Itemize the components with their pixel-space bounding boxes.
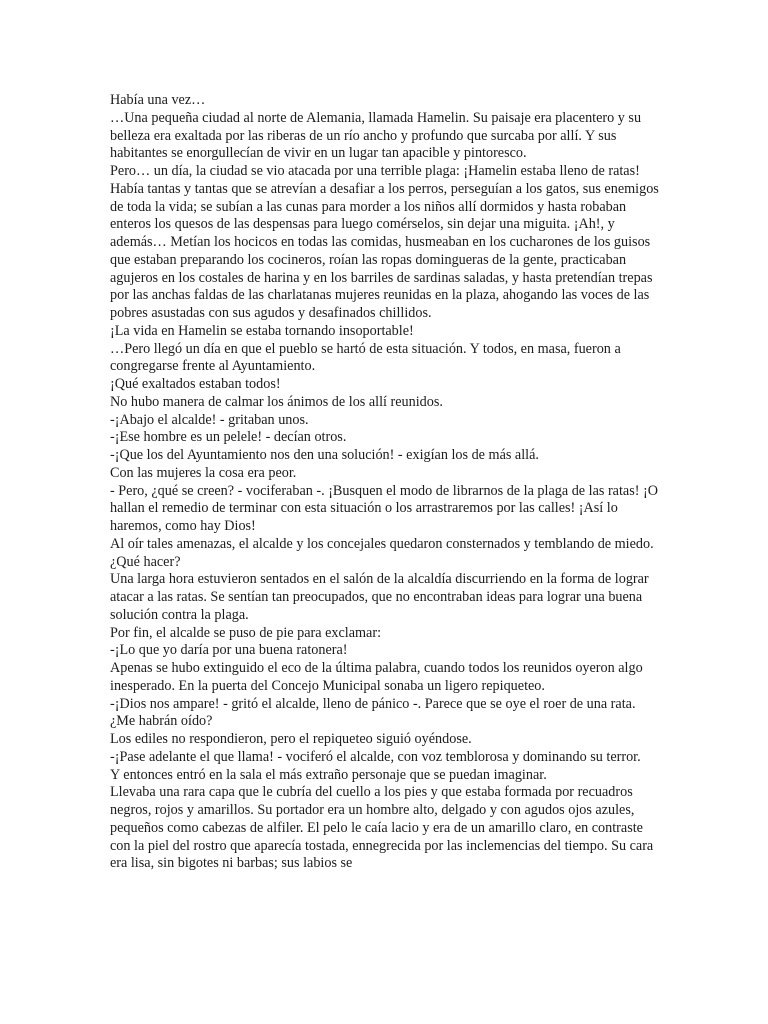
paragraph: …Pero llegó un día en que el pueblo se hartó de esta situación. Y todos, en masa, fueron a congregarse frente al Ayuntamiento. (110, 340, 621, 375)
paragraph: Por fin, el alcalde se puso de pie para exclamar: (110, 624, 382, 641)
paragraph: …Una pequeña ciudad al norte de Alemania, llamada Hamelin. Su paisaje era placentero y su belleza era exaltada por las riberas de un río ancho y profundo que surcaba por allí. Y sus habitantes se enorgullecían de vivir en un lugar tan apacible y pintoresco. (110, 109, 642, 162)
paragraph: -¡Ese hombre es un pelele! - decían otros. (110, 429, 347, 446)
paragraph: - Pero, ¿qué se creen? - vociferaban -. ¡Busquen el modo de librarnos de la plaga de las ratas! ¡O hallan el remedio de terminar con esta situación o los arrastraremos por las calles! ¡Así lo haremos, como hay Dios! (110, 482, 658, 534)
paragraph: -¡Abajo el alcalde! - gritaban unos. (110, 411, 309, 428)
paragraph: -¡Que los del Ayuntamiento nos den una solución! - exigían los de más allá. (110, 447, 539, 463)
paragraph: Con las mujeres la cosa era peor. (110, 464, 297, 481)
paragraph: -¡Dios nos ampare! - gritó el alcalde, lleno de pánico -. Parece que se oye el roer de una rata. ¿Me habrán oído? (110, 695, 636, 730)
paragraph: No hubo manera de calmar los ánimos de los allí reunidos. (110, 393, 443, 410)
paragraph: Una larga hora estuvieron sentados en el salón de la alcaldía discurriendo en la forma de lograr atacar a las ratas. Se sentían tan preocupados, que no encontraban ideas para lograr una buena solución contra la plaga. (110, 571, 649, 623)
paragraph: Llevaba una rara capa que le cubría del cuello a los pies y que estaba formada por recuadros negros, rojos y amarillos. Su portador era un hombre alto, delgado y con agudos ojos azules, pequeños como cabezas de alfiler. El pelo le caía lacio y era de un amarillo claro, en contraste con la piel del rostro que aparecía tostada, ennegrecida por las inclemencias del tiempo. Su cara era lisa, sin bigotes ni barbas; sus labios se (110, 784, 654, 872)
document-page (110, 92, 662, 873)
paragraph: Los ediles no respondieron, pero el repiqueteo siguió oyéndose. (110, 731, 472, 747)
paragraph: Al oír tales amenazas, el alcalde y los concejales quedaron consternados y temblando de miedo. (110, 535, 654, 552)
paragraph: -¡Pase adelante el que llama! - vociferó el alcalde, con voz temblorosa y dominando su terror. (110, 748, 641, 765)
paragraph: Pero… un día, la ciudad se vio atacada por una terrible plaga: ¡Hamelin estaba lleno de ratas! (110, 163, 640, 179)
paragraph: ¡La vida en Hamelin se estaba tornando insoportable! (110, 322, 414, 339)
paragraph: -¡Lo que yo daría por una buena ratonera! (110, 642, 348, 659)
paragraph: Y entonces entró en la sala el más extraño personaje que se puedan imaginar. (110, 766, 547, 783)
paragraph: Apenas se hubo extinguido el eco de la última palabra, cuando todos los reunidos oyeron algo inesperado. En la puerta del Concejo Municipal sonaba un ligero repiqueteo. (110, 660, 643, 694)
paragraph: Había tantas y tantas que se atrevían a desafiar a los perros, perseguían a los gatos, sus enemigos de toda la vida; se subían a las cunas para morder a los niños allí dormidos y hasta robaban enteros los quesos de las despensas para luego comérselos, sin dejar una miguita. ¡Ah!, y además… Metían los hocicos en todas las comidas, husmeaban en los cucharones de los guisos que estaban preparando los cocineros, roían las ropas domingueras de la gente, practicaban agujeros en los costales de harina y en los barriles de sardinas saladas, y hasta pretendían trepas por las anchas faldas de las charlatanas mujeres reunidas en la plaza, ahogando las voces de las pobres asustadas con sus agudos y desafinados chillidos. (110, 180, 659, 321)
paragraph: ¿Qué hacer? (110, 553, 181, 570)
paragraph: ¡Qué exaltados estaban todos! (110, 376, 281, 392)
paragraph: Había una vez… (110, 92, 206, 108)
